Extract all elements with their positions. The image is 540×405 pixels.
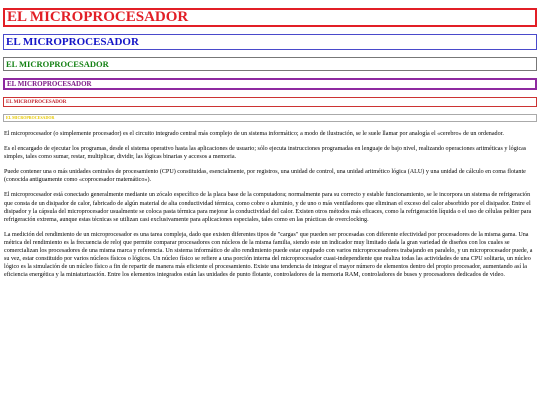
paragraph-components: Puede contener una o más unidades centrales de procesamiento (CPU) constituidas, esencialmente, por registros, una unidad de control, una unidad aritmético lógica (ALU) y una unidad de cálculo en coma flotante (conocida antiguamente como «coprocesador matemático»). [4, 169, 526, 184]
paragraph-cooling: El microprocesador está conectado generalmente mediante un zócalo específico de la placa base de la computadora; normalmente para su correcto y estable funcionamiento, se le incorpora un sistema de refrigeración que consta de un disipador de calor, fabricado de algún material de alta conductividad térmica, como cobre o aluminio, y de uno o más ventiladores que eliminan el exceso del calor absorbido por el disipador. Entre el disipador y la cápsula del microprocesador usualmente se coloca pasta térmica para mejorar la conductividad del calor. Existen otros métodos más eficaces, como la refrigeración líquida o el uso de células peltier para refrigeración extrema, aunque estas técnicas se utilizan casi exclusivamente para aplicaciones especiales, tales como en las prácticas de overclocking. [4, 192, 532, 223]
paragraph-performance: La medición del rendimiento de un microprocesador es una tarea compleja, dado que existen diferentes tipos de "cargas" que pueden ser procesadas con diferente efectividad por procesadores de la misma gama. Una métrica del rendimiento es la frecuencia de reloj que permite comparar procesadores con núcleos de la misma familia, siendo este un indicador muy limitado dada la gran variedad de diseños con los cuales se comercializan los procesadores de una misma marca y referencia. Un sistema informático de alto rendimiento puede estar equipado con varios microprocesadores trabajando en paralelo, y un microprocesador puede, a su vez, estar constituido por varios núcleos físicos o lógicos. Un núcleo físico se refiere a una porción interna del microprocesador cuasi-independiente que realiza todas las actividades de una CPU solitaria, un núcleo lógico es la simulación de un núcleo físico a fin de repartir de manera más eficiente el procesamiento. Existe una tendencia de integrar el mayor número de elementos dentro del propio procesador, aumentando así la eficiencia energética y la miniaturización. Entre los elementos integrados están las unidades de punto flotante, controladores de la memoria RAM, controladores de buses y procesadores dedicados de video. [4, 231, 533, 279]
heading-4: EL MICROPROCESADOR [3, 78, 537, 90]
heading-5: EL MICROPROCESADOR [3, 97, 537, 107]
paragraph-definition: El microprocesador (o simplemente procesador) es el circuito integrado central más complejo de un sistema informático; a modo de ilustración, se le suele llamar por analogía el «cerebro» de un ordenador. [4, 131, 504, 137]
heading-1: EL MICROPROCESADOR [3, 8, 537, 27]
paragraph-function: Es el encargado de ejecutar los programas, desde el sistema operativo hasta las aplicaciones de usuario; sólo ejecuta instrucciones programadas en lenguaje de bajo nivel, realizando operaciones aritméticas y lógicas simples, tales como sumar, restar, multiplicar, dividir, las lógicas binarias y accesos a memoria. [4, 146, 527, 161]
heading-6: EL MICROPROCESADOR [3, 114, 537, 122]
heading-2: EL MICROPROCESADOR [3, 34, 537, 50]
heading-3: EL MICROPROCESADOR [3, 57, 537, 71]
